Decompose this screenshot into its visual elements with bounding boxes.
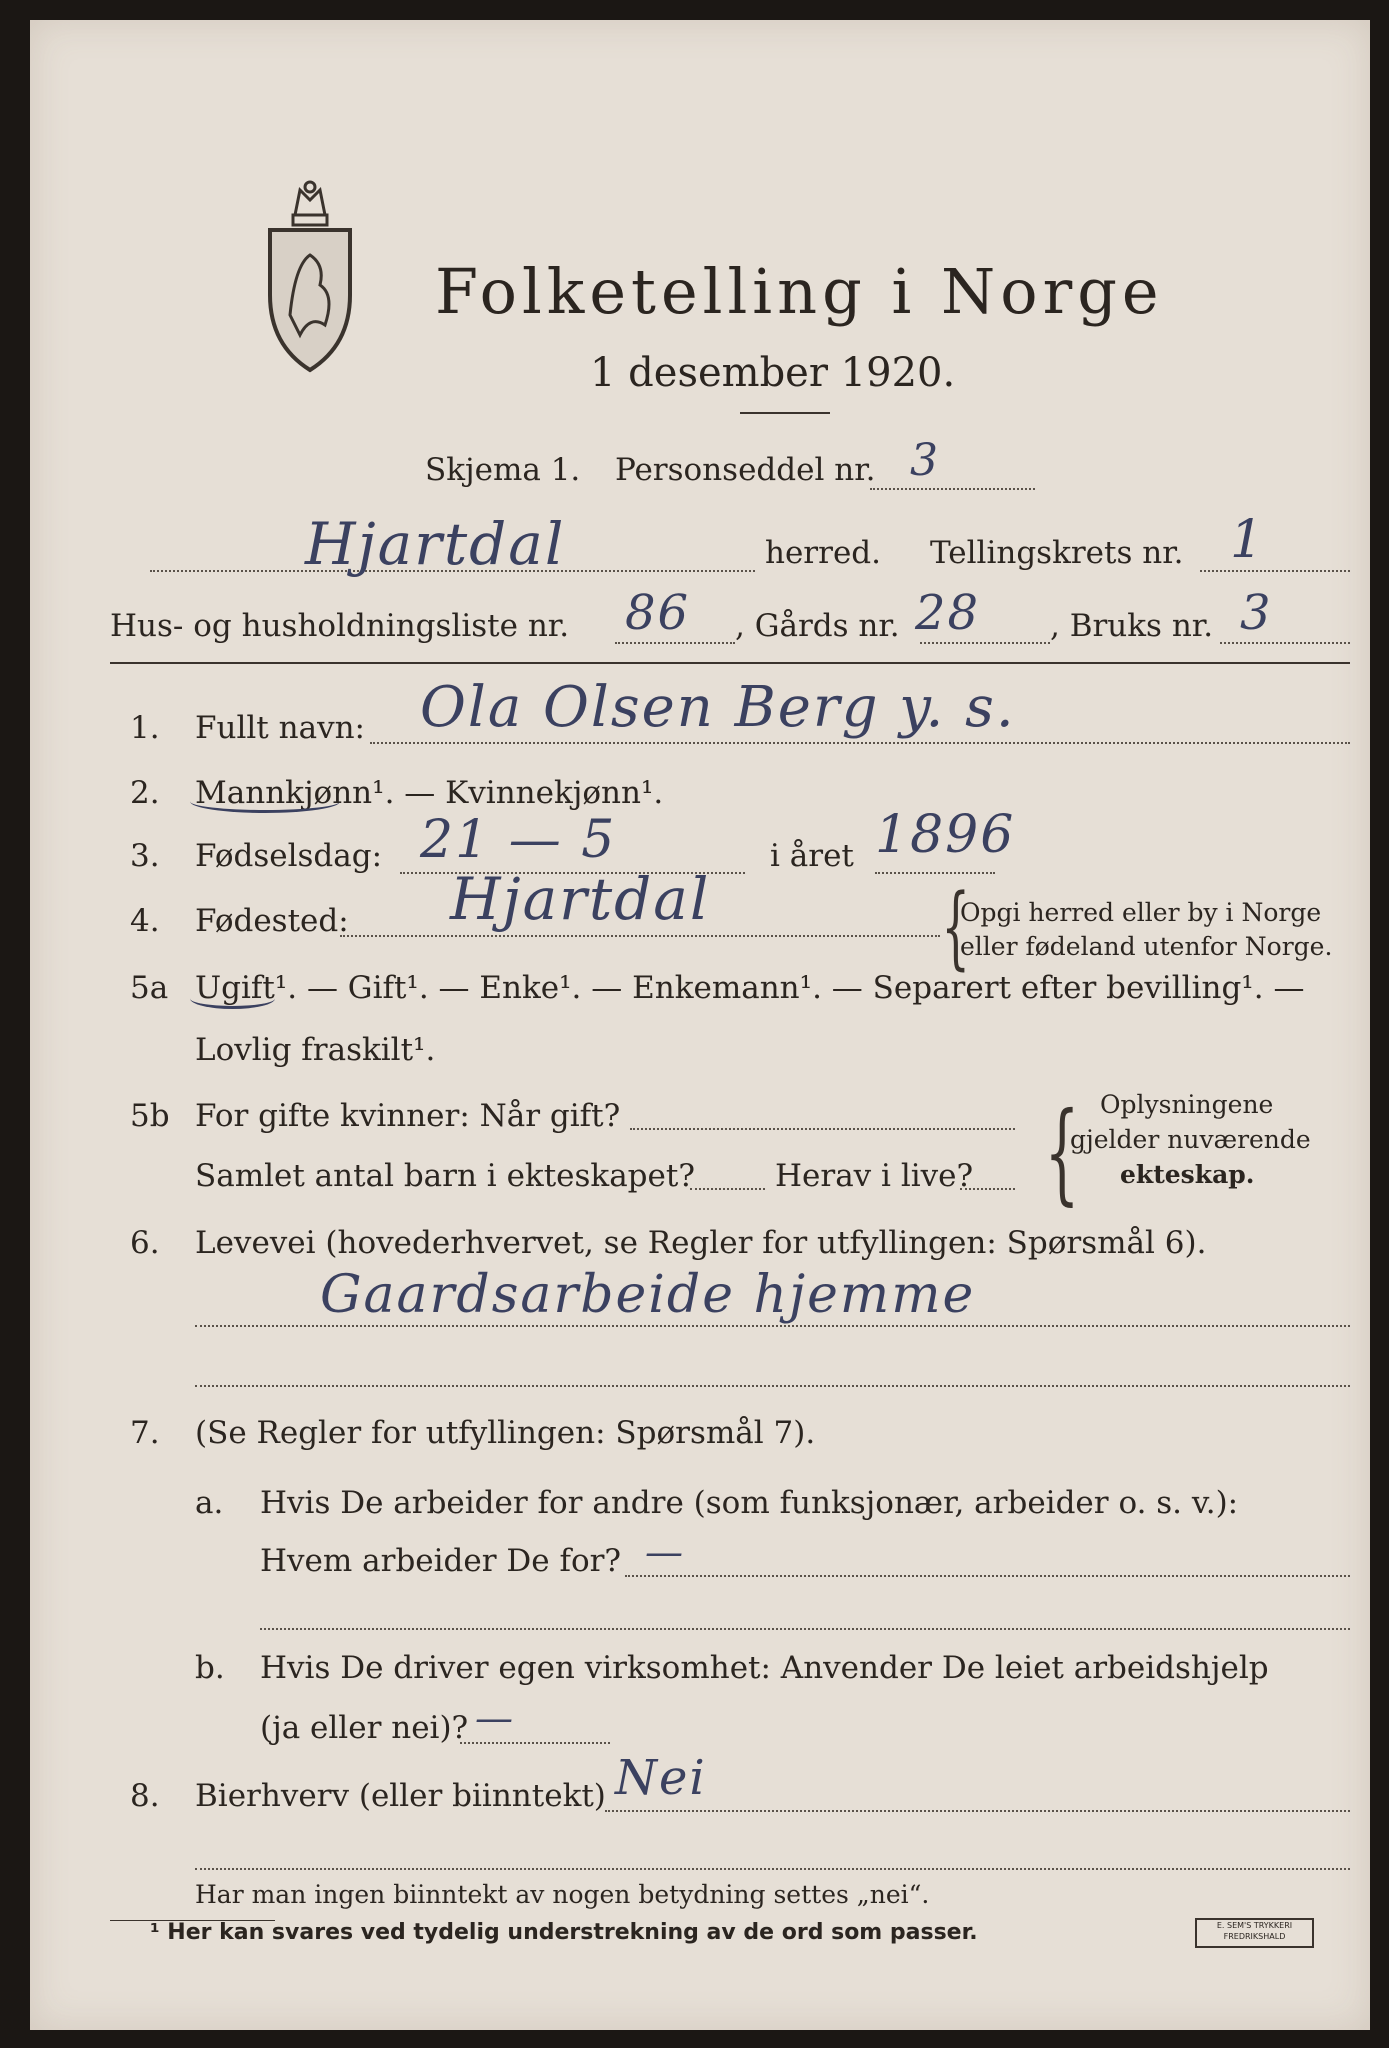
birthplace-field[interactable] bbox=[340, 935, 940, 937]
married-when-field[interactable] bbox=[630, 1128, 1015, 1130]
personseddel-field[interactable] bbox=[870, 488, 1035, 490]
q5b-label: For gifte kvinner: Når gift? bbox=[195, 1098, 621, 1134]
tellingskrets-label: Tellingskrets nr. bbox=[930, 535, 1184, 571]
q6-label: Levevei (hovederhvervet, se Regler for utfyllingen: Spørsmål 6). bbox=[195, 1225, 1207, 1261]
q5b-note-3: ekteskap. bbox=[1120, 1160, 1255, 1189]
husliste-value: 86 bbox=[625, 585, 691, 641]
birthday-value: 21 — 5 bbox=[420, 810, 617, 870]
q2-label: Mannkjønn¹. — Kvinnekjønn¹. bbox=[195, 775, 664, 811]
gards-field[interactable] bbox=[920, 642, 1050, 644]
q3-label: Fødselsdag: bbox=[195, 838, 383, 874]
full-name-field[interactable] bbox=[370, 742, 1350, 744]
bottom-note: Har man ingen biinntekt av nogen betydning settes „nei“. bbox=[195, 1880, 930, 1909]
printer-stamp: E. SEM'S TRYKKERI FREDRIKSHALD bbox=[1195, 1918, 1314, 1948]
q1-number: 1. bbox=[130, 710, 160, 746]
q5b-label-3: Herav i live? bbox=[775, 1158, 974, 1194]
header-divider bbox=[110, 662, 1350, 664]
q5b-number: 5b bbox=[130, 1098, 170, 1134]
employer-field-2[interactable] bbox=[260, 1628, 1350, 1630]
census-form bbox=[30, 20, 1370, 2030]
skjema-label: Skjema 1. bbox=[425, 452, 581, 488]
herred-value: Hjartdal bbox=[305, 510, 566, 578]
gards-value: 28 bbox=[915, 585, 981, 641]
side-income-value: Nei bbox=[615, 1750, 707, 1806]
q7a-label: Hvis De arbeider for andre (som funksjonær, arbeider o. s. v.): bbox=[260, 1485, 1239, 1521]
mannkjonn-underline bbox=[190, 790, 340, 813]
q6-number: 6. bbox=[130, 1225, 160, 1261]
side-income-field-2[interactable] bbox=[195, 1868, 1350, 1870]
q7b-label-2: (ja eller nei)? bbox=[260, 1710, 469, 1746]
gards-label: , Gårds nr. bbox=[735, 608, 900, 644]
title-divider bbox=[740, 412, 830, 414]
q3-number: 3. bbox=[130, 838, 160, 874]
bruks-field[interactable] bbox=[1220, 642, 1350, 644]
q5b-note-1: Oplysningene bbox=[1100, 1090, 1274, 1119]
q7-number: 7. bbox=[130, 1415, 160, 1451]
q5b-note-2: gjelder nuværende bbox=[1070, 1125, 1311, 1154]
q4-label: Fødested: bbox=[195, 903, 349, 939]
q7a-label-2: Hvem arbeider De for? bbox=[260, 1543, 622, 1579]
q4-brace: { bbox=[941, 875, 970, 980]
hired-help-value: — bbox=[475, 1696, 515, 1740]
year-value: 1896 bbox=[875, 805, 1016, 865]
form-title: Folketelling i Norge bbox=[435, 255, 1164, 328]
q4-note-2: eller fødeland utenfor Norge. bbox=[960, 932, 1333, 961]
herred-label: herred. bbox=[765, 535, 881, 571]
q5a-label-2: Lovlig fraskilt¹. bbox=[195, 1032, 436, 1068]
census-date: 1 desember 1920. bbox=[590, 350, 956, 396]
q5a-label: Ugift¹. — Gift¹. — Enke¹. — Enkemann¹. — Separert efter bevilling¹. — bbox=[195, 970, 1305, 1006]
children-alive-field[interactable] bbox=[960, 1188, 1015, 1190]
ugift-underline bbox=[190, 988, 275, 1009]
year-field[interactable] bbox=[875, 872, 995, 874]
husliste-label: Hus- og husholdningsliste nr. bbox=[110, 608, 570, 644]
q4-note-1: Opgi herred eller by i Norge bbox=[960, 898, 1322, 927]
q2-number: 2. bbox=[130, 775, 160, 811]
footnote: ¹ Her kan svares ved tydelig understrekning av de ord som passer. bbox=[150, 1920, 978, 1945]
coat-of-arms-icon bbox=[265, 175, 355, 375]
employer-field[interactable] bbox=[625, 1575, 1350, 1577]
year-label: i året bbox=[770, 838, 854, 874]
children-total-field[interactable] bbox=[690, 1188, 765, 1190]
side-income-field[interactable] bbox=[605, 1810, 1350, 1812]
occupation-field[interactable] bbox=[195, 1325, 1350, 1327]
q8-label: Bierhverv (eller biinntekt) bbox=[195, 1778, 606, 1814]
occupation-value: Gaardsarbeide hjemme bbox=[320, 1265, 976, 1325]
occupation-field-2[interactable] bbox=[195, 1385, 1350, 1387]
q7b-label: Hvis De driver egen virksomhet: Anvender De leiet arbeidshjelp bbox=[260, 1650, 1269, 1686]
husliste-field[interactable] bbox=[615, 642, 735, 644]
personseddel-value: 3 bbox=[910, 435, 940, 486]
q7a-number: a. bbox=[195, 1485, 224, 1521]
q1-label: Fullt navn: bbox=[195, 710, 365, 746]
q7-label: (Se Regler for utfyllingen: Spørsmål 7). bbox=[195, 1415, 816, 1451]
hired-help-field[interactable] bbox=[460, 1742, 610, 1744]
q5a-number: 5a bbox=[130, 970, 169, 1006]
full-name-value: Ola Olsen Berg y. s. bbox=[420, 675, 1016, 740]
employer-value: — bbox=[645, 1530, 685, 1574]
q5b-brace: { bbox=[1044, 1088, 1080, 1216]
q4-number: 4. bbox=[130, 903, 160, 939]
q8-number: 8. bbox=[130, 1778, 160, 1814]
q5b-label-2: Samlet antal barn i ekteskapet? bbox=[195, 1158, 695, 1194]
personseddel-label: Personseddel nr. bbox=[615, 452, 876, 488]
bruks-label: , Bruks nr. bbox=[1050, 608, 1214, 644]
tellingskrets-field[interactable] bbox=[1200, 570, 1350, 572]
bruks-value: 3 bbox=[1240, 585, 1273, 641]
birthplace-value: Hjartdal bbox=[450, 865, 711, 933]
q7b-number: b. bbox=[195, 1650, 225, 1686]
tellingskrets-value: 1 bbox=[1230, 510, 1266, 570]
